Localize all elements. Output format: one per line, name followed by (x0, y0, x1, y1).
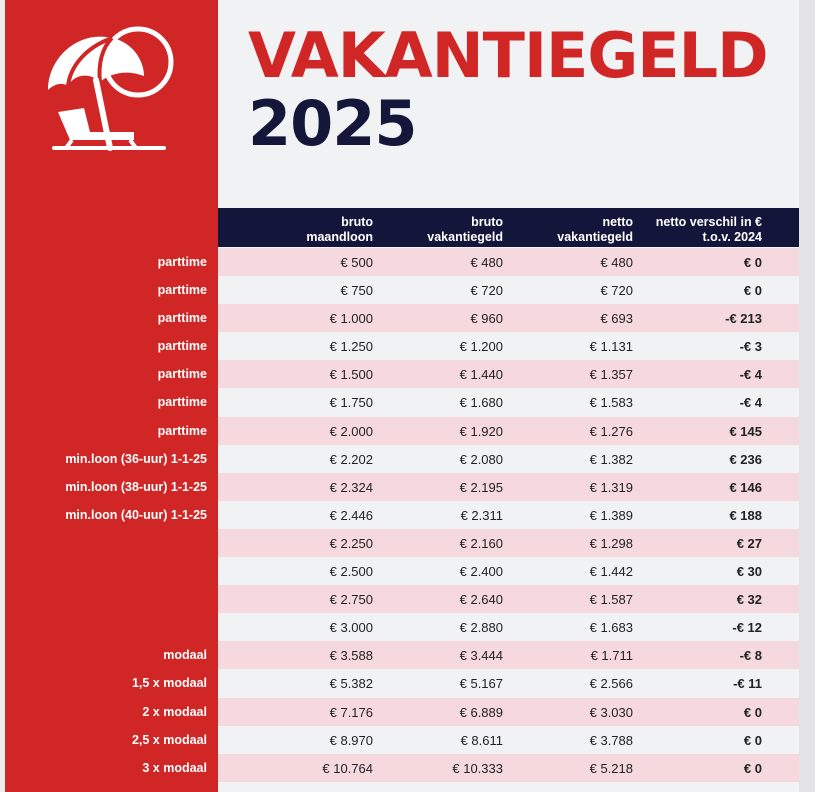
title-line-1: VAKANTIEGELD (248, 19, 768, 92)
row-background (218, 754, 799, 782)
cell-netto-vakantiegeld: € 1.319 (589, 479, 633, 495)
row-background (218, 669, 799, 697)
cell-netto-verschil: -€ 213 (725, 311, 762, 327)
row-background (218, 248, 799, 276)
table-row (0, 332, 799, 360)
cell-netto-verschil: € 146 (729, 479, 762, 495)
cell-bruto-vakantiegeld: € 3.444 (459, 648, 503, 664)
cell-netto-vakantiegeld: € 1.382 (589, 451, 633, 467)
table-row (0, 754, 799, 782)
row-label: min.loon (40-uur) 1-1-25 (65, 507, 207, 522)
title-line-2: 2025 (248, 87, 417, 160)
cell-bruto-maandloon: € 8.970 (329, 732, 373, 748)
cell-bruto-vakantiegeld: € 2.640 (459, 592, 503, 608)
cell-netto-vakantiegeld: € 1.357 (589, 367, 633, 383)
cell-bruto-maandloon: € 3.000 (329, 620, 373, 636)
cell-bruto-maandloon: € 2.000 (329, 423, 373, 439)
cell-bruto-vakantiegeld: € 960 (470, 311, 503, 327)
cell-bruto-maandloon: € 1.750 (329, 395, 373, 411)
beach-umbrella-chair-icon (40, 20, 180, 155)
cell-bruto-maandloon: € 2.500 (329, 564, 373, 580)
cell-netto-vakantiegeld: € 1.298 (589, 535, 633, 551)
row-label: parttime (157, 367, 207, 382)
table-header (218, 208, 799, 247)
row-label: parttime (157, 255, 207, 269)
row-label: 3 x modaal (142, 760, 207, 775)
table-row (0, 276, 799, 304)
cell-bruto-maandloon: € 7.176 (329, 704, 373, 720)
cell-bruto-vakantiegeld: € 6.889 (459, 704, 503, 720)
row-background (218, 613, 799, 641)
table-row (0, 557, 799, 585)
row-label: min.loon (38-uur) 1-1-25 (65, 479, 207, 494)
cell-netto-vakantiegeld: € 1.389 (589, 507, 633, 523)
cell-netto-vakantiegeld: € 1.587 (589, 592, 633, 608)
table-row (0, 473, 799, 501)
cell-netto-vakantiegeld: € 720 (600, 283, 633, 299)
cell-netto-verschil: -€ 8 (739, 648, 762, 664)
cell-bruto-vakantiegeld: € 2.311 (460, 507, 503, 523)
cell-netto-verschil: € 27 (736, 535, 762, 551)
cell-bruto-vakantiegeld: € 1.200 (459, 339, 503, 355)
table-row (0, 445, 799, 473)
cell-bruto-vakantiegeld: € 5.167 (459, 676, 503, 692)
cell-netto-vakantiegeld: € 1.131 (589, 339, 633, 355)
cell-netto-vakantiegeld: € 1.442 (589, 564, 633, 580)
table-row (0, 669, 799, 697)
cell-netto-verschil: -€ 12 (732, 620, 762, 636)
row-background (218, 304, 799, 332)
header-netto-verschil: netto verschil in € t.o.v. 2024 (655, 215, 762, 244)
cell-bruto-vakantiegeld: € 2.080 (459, 451, 503, 467)
cell-netto-verschil: € 0 (743, 704, 762, 720)
row-background (218, 473, 799, 501)
cell-bruto-maandloon: € 2.446 (329, 507, 373, 523)
header-netto-vakantiegeld: netto vakantiegeld (557, 215, 633, 244)
table-row (0, 304, 799, 332)
cell-bruto-vakantiegeld: € 720 (470, 283, 503, 299)
table-row (0, 529, 799, 557)
cell-netto-verschil: € 0 (743, 255, 762, 270)
row-label: parttime (157, 423, 207, 438)
cell-bruto-maandloon: € 2.250 (329, 535, 373, 551)
cell-netto-verschil: -€ 11 (733, 676, 762, 692)
cell-netto-verschil: -€ 4 (739, 395, 762, 411)
cell-bruto-maandloon: € 1.250 (329, 339, 373, 355)
row-background (218, 332, 799, 360)
row-label: 2 x modaal (142, 704, 207, 719)
row-label: min.loon (36-uur) 1-1-25 (65, 451, 207, 466)
row-background (218, 445, 799, 473)
cell-bruto-vakantiegeld: € 480 (470, 255, 503, 270)
row-label: 2,5 x modaal (131, 732, 207, 747)
row-background (218, 641, 799, 669)
row-label: parttime (157, 395, 207, 410)
cell-netto-vakantiegeld: € 3.788 (589, 732, 633, 748)
row-background (218, 529, 799, 557)
cell-bruto-maandloon: € 2.750 (329, 592, 373, 608)
cell-bruto-maandloon: € 1.000 (329, 311, 373, 327)
table-row (0, 726, 799, 754)
cell-bruto-maandloon: € 1.500 (329, 367, 373, 383)
cell-bruto-vakantiegeld: € 10.333 (452, 760, 503, 776)
row-label: parttime (157, 283, 207, 298)
cell-netto-verschil: -€ 4 (739, 367, 762, 383)
table-row (0, 248, 799, 276)
row-background (218, 276, 799, 304)
cell-netto-vakantiegeld: € 5.218 (589, 760, 633, 776)
cell-netto-verschil: € 145 (729, 423, 762, 439)
cell-netto-verschil: € 0 (743, 283, 762, 299)
cell-netto-vakantiegeld: € 1.683 (589, 620, 633, 636)
table-row (0, 698, 799, 726)
row-label: parttime (157, 311, 207, 326)
table-row (0, 641, 799, 669)
cell-bruto-vakantiegeld: € 2.160 (459, 535, 503, 551)
row-background (218, 585, 799, 613)
row-background (218, 501, 799, 529)
cell-bruto-maandloon: € 5.382 (329, 676, 373, 692)
cell-bruto-maandloon: € 500 (340, 255, 373, 270)
cell-netto-verschil: € 0 (743, 732, 762, 748)
cell-netto-vakantiegeld: € 2.566 (589, 676, 633, 692)
row-label: parttime (157, 339, 207, 354)
header-bruto-vakantiegeld: bruto vakantiegeld (427, 215, 503, 244)
row-background (218, 726, 799, 754)
table-body (0, 248, 799, 782)
cell-netto-vakantiegeld: € 1.276 (589, 423, 633, 439)
cell-bruto-vakantiegeld: € 2.195 (459, 479, 503, 495)
table-row (0, 360, 799, 388)
cell-bruto-vakantiegeld: € 1.680 (459, 395, 503, 411)
cell-netto-vakantiegeld: € 1.711 (590, 648, 633, 664)
table-row (0, 417, 799, 445)
cell-bruto-maandloon: € 2.202 (329, 451, 373, 467)
cell-netto-verschil: € 0 (743, 760, 762, 776)
row-label: modaal (163, 648, 207, 663)
cell-bruto-maandloon: € 3.588 (329, 648, 373, 664)
table-row (0, 388, 799, 416)
right-margin (799, 0, 815, 792)
row-background (218, 698, 799, 726)
cell-bruto-vakantiegeld: € 1.920 (459, 423, 503, 439)
cell-netto-verschil: € 188 (729, 507, 762, 523)
table-row (0, 501, 799, 529)
cell-bruto-maandloon: € 2.324 (329, 479, 373, 495)
cell-netto-verschil: -€ 3 (739, 339, 762, 355)
cell-bruto-maandloon: € 750 (340, 283, 373, 299)
page-title (248, 19, 768, 160)
cell-netto-vakantiegeld: € 1.583 (589, 395, 633, 411)
cell-bruto-vakantiegeld: € 1.440 (459, 367, 503, 383)
cell-netto-verschil: € 236 (729, 451, 762, 467)
cell-bruto-maandloon: € 10.764 (322, 760, 373, 776)
cell-netto-vakantiegeld: € 3.030 (589, 704, 633, 720)
row-background (218, 557, 799, 585)
header-bruto-maandloon: bruto maandloon (306, 215, 373, 244)
cell-netto-vakantiegeld: € 480 (600, 255, 633, 270)
cell-netto-verschil: € 32 (736, 592, 762, 608)
row-background (218, 417, 799, 445)
cell-bruto-vakantiegeld: € 2.400 (459, 564, 503, 580)
table-row (0, 613, 799, 641)
table-row (0, 585, 799, 613)
row-label: 1,5 x modaal (131, 676, 207, 691)
cell-bruto-vakantiegeld: € 8.611 (460, 732, 503, 748)
cell-netto-vakantiegeld: € 693 (600, 311, 633, 327)
row-background (218, 360, 799, 388)
row-background (218, 388, 799, 416)
cell-bruto-vakantiegeld: € 2.880 (459, 620, 503, 636)
cell-netto-verschil: € 30 (736, 564, 762, 580)
